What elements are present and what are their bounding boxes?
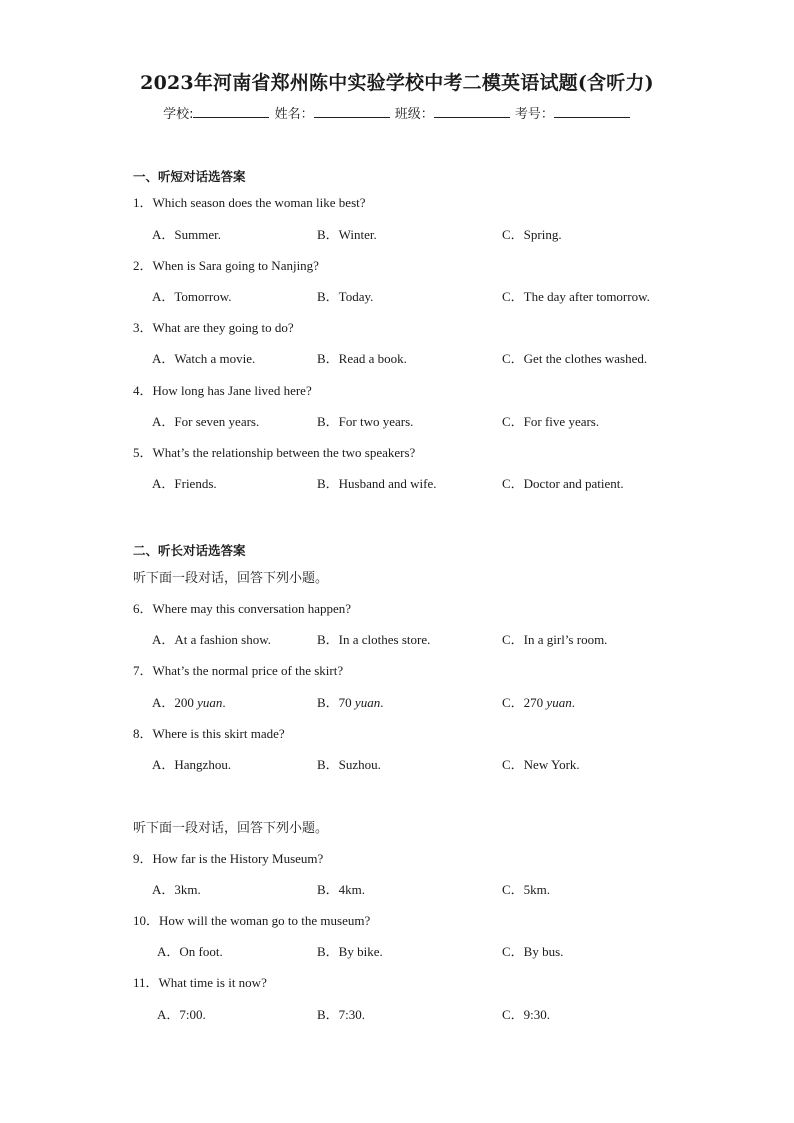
question-text: What’s the relationship between the two speakers?: [152, 445, 416, 460]
question: [133, 598, 351, 617]
option-c[interactable]: C．In a girl’s room.: [502, 632, 608, 647]
question-text: How will the woman go to the museum?: [159, 913, 371, 928]
option-b[interactable]: B．Husband and wife.: [317, 476, 437, 491]
exam-number-blank[interactable]: [554, 105, 630, 118]
option-a[interactable]: A．For seven years.: [152, 414, 260, 429]
student-info-line: [0, 103, 794, 122]
question-text: How far is the History Museum?: [152, 851, 324, 866]
option-b[interactable]: B．Today.: [317, 289, 374, 304]
option-c[interactable]: C．Get the clothes washed.: [502, 351, 648, 366]
school-label: 学校:: [163, 107, 194, 122]
question: [133, 972, 267, 991]
question-number: 8．: [133, 726, 153, 741]
option-b[interactable]: B．Read a book.: [317, 351, 407, 366]
currency-unit: yuan: [354, 695, 381, 710]
option-a[interactable]: A．Summer.: [152, 227, 221, 242]
period: .: [222, 695, 226, 710]
option-label: C．270: [502, 695, 544, 710]
option-c[interactable]: C．By bus.: [502, 944, 564, 959]
section-heading: 二、听长对话选答案: [133, 543, 246, 558]
option-c[interactable]: C．New York.: [502, 757, 580, 772]
question-number: 11．: [133, 975, 159, 990]
instructions: 听下面一段对话，回答下列小题。: [133, 821, 329, 836]
question-number: 5．: [133, 445, 153, 460]
option-c[interactable]: [502, 692, 575, 711]
option-b[interactable]: B．7:30.: [317, 1007, 366, 1022]
question-number: 7．: [133, 663, 153, 678]
option-a[interactable]: A．Hangzhou.: [152, 757, 232, 772]
option-b[interactable]: B．For two years.: [317, 414, 414, 429]
period: .: [571, 695, 575, 710]
question: [133, 723, 285, 742]
question-text: Where may this conversation happen?: [152, 601, 352, 616]
question: [133, 660, 343, 679]
currency-unit: yuan: [546, 695, 572, 710]
question-number: 9．: [133, 851, 153, 866]
option-a[interactable]: A．Friends.: [152, 476, 217, 491]
question-text: What’s the normal price of the skirt?: [152, 663, 344, 678]
name-label: 姓名：: [274, 107, 314, 122]
option-b[interactable]: B．Winter.: [317, 227, 377, 242]
instructions: 听下面一段对话，回答下列小题。: [133, 571, 329, 586]
question-number: 6．: [133, 601, 153, 616]
option-b[interactable]: B．By bike.: [317, 944, 383, 959]
option-b[interactable]: B．Suzhou.: [317, 757, 381, 772]
question-number: 2．: [133, 258, 153, 273]
option-a[interactable]: A．Tomorrow.: [152, 289, 232, 304]
option-a[interactable]: A．At a fashion show.: [152, 632, 272, 647]
option-b[interactable]: B．4km.: [317, 882, 366, 897]
question-text: What are they going to do?: [152, 320, 294, 335]
question: [133, 910, 370, 929]
option-b[interactable]: [317, 692, 383, 711]
option-a[interactable]: A．On foot.: [157, 944, 223, 959]
option-c[interactable]: C．5km.: [502, 882, 551, 897]
option-c[interactable]: C．Spring.: [502, 227, 562, 242]
question: [133, 192, 366, 211]
section-heading: 一、听短对话选答案: [133, 169, 246, 184]
question: [133, 255, 319, 274]
question-number: 3．: [133, 320, 153, 335]
question-number: 4．: [133, 383, 153, 398]
option-a[interactable]: A．Watch a movie.: [152, 351, 256, 366]
question-text: When is Sara going to Nanjing?: [152, 258, 319, 273]
question-text: What time is it now?: [158, 975, 267, 990]
question-number: 1．: [133, 195, 153, 210]
question: [133, 380, 312, 399]
option-a[interactable]: A．7:00.: [157, 1007, 206, 1022]
currency-unit: yuan: [197, 695, 223, 710]
school-blank[interactable]: [193, 105, 269, 118]
question-text: How long has Jane lived here?: [152, 383, 312, 398]
question-number: 10．: [133, 913, 160, 928]
exam-number-label: 考号：: [514, 107, 554, 122]
class-blank[interactable]: [434, 105, 510, 118]
option-c[interactable]: C．9:30.: [502, 1007, 551, 1022]
period: .: [380, 695, 384, 710]
option-c[interactable]: C．For five years.: [502, 414, 600, 429]
option-label: A．200: [152, 695, 194, 710]
question: [133, 317, 294, 336]
option-a[interactable]: A．3km.: [152, 882, 201, 897]
option-a[interactable]: [152, 692, 226, 711]
question-text: Where is this skirt made?: [152, 726, 285, 741]
option-c[interactable]: C．The day after tomorrow.: [502, 289, 650, 304]
question: [133, 848, 323, 867]
option-c[interactable]: C．Doctor and patient.: [502, 476, 624, 491]
page-title: 2023年河南省郑州陈中实验学校中考二模英语试题(含听力): [140, 72, 654, 94]
name-blank[interactable]: [314, 105, 390, 118]
question: [133, 442, 415, 461]
class-label: 班级：: [394, 107, 434, 122]
question-text: Which season does the woman like best?: [152, 195, 366, 210]
option-b[interactable]: B．In a clothes store.: [317, 632, 431, 647]
option-label: B．70: [317, 695, 352, 710]
